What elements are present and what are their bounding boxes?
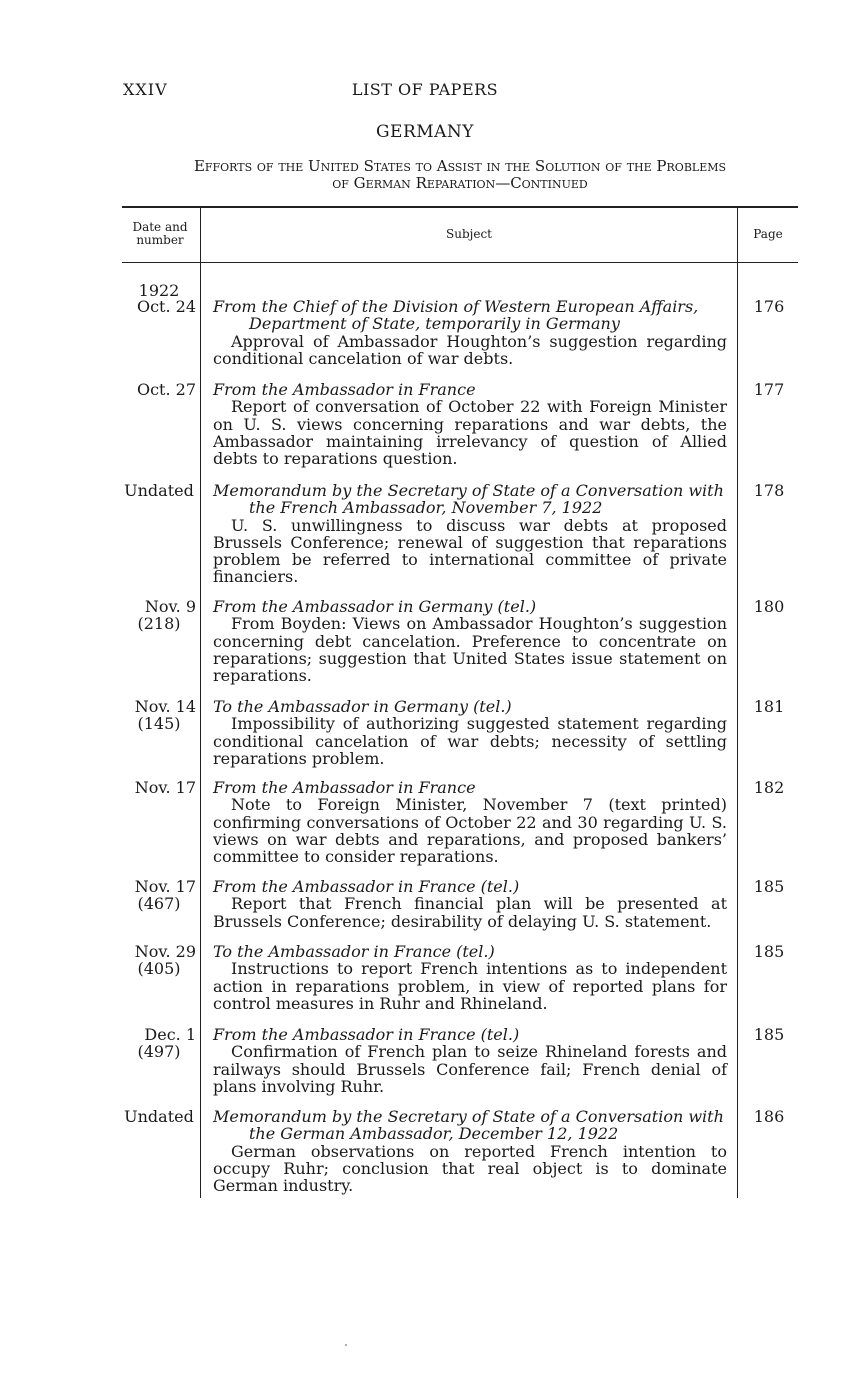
section-subtitle <box>122 158 798 192</box>
entry-heading: From the Chief of the Division of Western European Affairs, Department of State, temporarily in Germany <box>213 297 699 334</box>
entry-page: 177 <box>753 380 785 399</box>
entry-page: 182 <box>753 778 785 797</box>
entry-heading: From the Ambassador in France <box>213 778 476 797</box>
entry-subject <box>213 1108 727 1194</box>
table-top-rule <box>122 206 798 208</box>
column-header-page: Page <box>753 227 783 241</box>
entry-page: 176 <box>753 297 785 316</box>
entry-page: 178 <box>753 481 785 500</box>
entry-subject <box>213 698 727 767</box>
entry-description: Impossibility of authorizing suggested statement regarding conditional cancelation of war debts; necessity of settling reparations problem. <box>213 714 727 768</box>
subtitle-line-1: Efforts of the United States to Assist in the Solution of the Problems <box>193 157 727 175</box>
entry-date: Nov. 9 (218) <box>137 597 196 634</box>
entry-description: Approval of Ambassador Houghton’s suggestion regarding conditional cancelation of war debts. <box>213 331 727 368</box>
entry-date: Nov. 17 <box>134 778 196 797</box>
entry-date: Dec. 1 (497) <box>137 1025 196 1062</box>
column-header-subject: Subject <box>446 227 492 241</box>
entry-subject <box>213 1026 727 1095</box>
entry-page: 185 <box>753 877 785 896</box>
entry-heading: From the Ambassador in France (tel.) <box>213 1025 520 1044</box>
column-divider-left <box>200 208 201 1198</box>
entry-description: German observations on reported French intention to occupy Ruhr; conclusion that real object is to dominate German industry. <box>213 1141 727 1196</box>
entry-subject <box>213 381 727 467</box>
entry-subject <box>213 779 727 865</box>
year-label: 1922 <box>138 281 180 300</box>
entry-heading: From the Ambassador in France (tel.) <box>213 877 520 896</box>
print-speck <box>345 1344 347 1346</box>
entry-date: Nov. 14 (145) <box>134 697 196 734</box>
entry-heading: To the Ambassador in Germany (tel.) <box>213 697 512 716</box>
entry-page: 185 <box>753 942 785 961</box>
entry-description: Instructions to report French intentions as to independent action in reparations problem, in view of reported plans for control measures in Ruhr and Rhineland. <box>213 959 727 1013</box>
entry-date: Oct. 27 <box>136 380 196 399</box>
column-divider-right <box>737 208 738 1198</box>
entry-page: 186 <box>753 1107 785 1126</box>
entry-subject <box>213 598 727 684</box>
entry-subject <box>213 482 727 586</box>
page-number: XXIV <box>123 80 168 99</box>
entry-heading: To the Ambassador in France (tel.) <box>213 942 495 961</box>
entry-description: Report of conversation of October 22 with Foreign Minister on U. S. views concerning reparations and war debts, the Ambassador maintaining irrelevancy of question of Allied debts to reparations question. <box>213 397 727 469</box>
entry-subject <box>213 298 727 367</box>
entry-heading: From the Ambassador in Germany (tel.) <box>213 597 537 616</box>
section-title: GERMANY <box>375 122 475 142</box>
entry-subject <box>213 943 727 1012</box>
entry-page: 180 <box>753 597 785 616</box>
entry-heading: From the Ambassador in France <box>213 380 476 399</box>
entry-date: Undated <box>124 481 194 500</box>
running-head: LIST OF PAPERS <box>351 80 499 99</box>
entry-description: U. S. unwillingness to discuss war debts at proposed Brussels Conference; renewal of suggestion that reparations problem be referred to international committee of private financiers. <box>213 515 727 587</box>
entry-page: 181 <box>753 697 785 716</box>
entry-description: Report that French financial plan will be presented at Brussels Conference; desirability of delaying U. S. statement. <box>213 894 727 931</box>
column-header-date <box>122 221 198 247</box>
subtitle-line-2: of German Reparation—Continued <box>332 174 588 192</box>
entry-page: 185 <box>753 1025 785 1044</box>
entry-heading: Memorandum by the Secretary of State of a Conversation with the French Ambassador, November 7, 1922 <box>213 481 724 518</box>
entry-subject <box>213 878 727 930</box>
entry-date: Nov. 17 (467) <box>134 877 196 914</box>
column-header-date-line2: number <box>136 233 184 247</box>
entry-date: Oct. 24 <box>136 297 196 316</box>
entry-heading: Memorandum by the Secretary of State of a Conversation with the German Ambassador, December 12, 1922 <box>213 1107 724 1144</box>
entry-description: Note to Foreign Minister, November 7 (text printed) confirming conversations of October 22 and 30 regarding U. S. views on war debts and reparations, and proposed bankers’ committee to consider reparations. <box>213 795 727 867</box>
table-header-rule <box>122 262 798 263</box>
entry-description: Confirmation of French plan to seize Rhineland forests and railways should Brussels Conference fail; French denial of plans involving Ruhr. <box>213 1042 727 1096</box>
entry-date: Nov. 29 (405) <box>134 942 196 979</box>
column-header-date-line1: Date and <box>132 220 188 234</box>
entry-description: From Boyden: Views on Ambassador Houghton’s suggestion concerning debt cancelation. Preference to concentrate on reparations; suggestion that United States issue statement on reparations. <box>213 614 727 686</box>
entry-date: Undated <box>124 1107 194 1126</box>
